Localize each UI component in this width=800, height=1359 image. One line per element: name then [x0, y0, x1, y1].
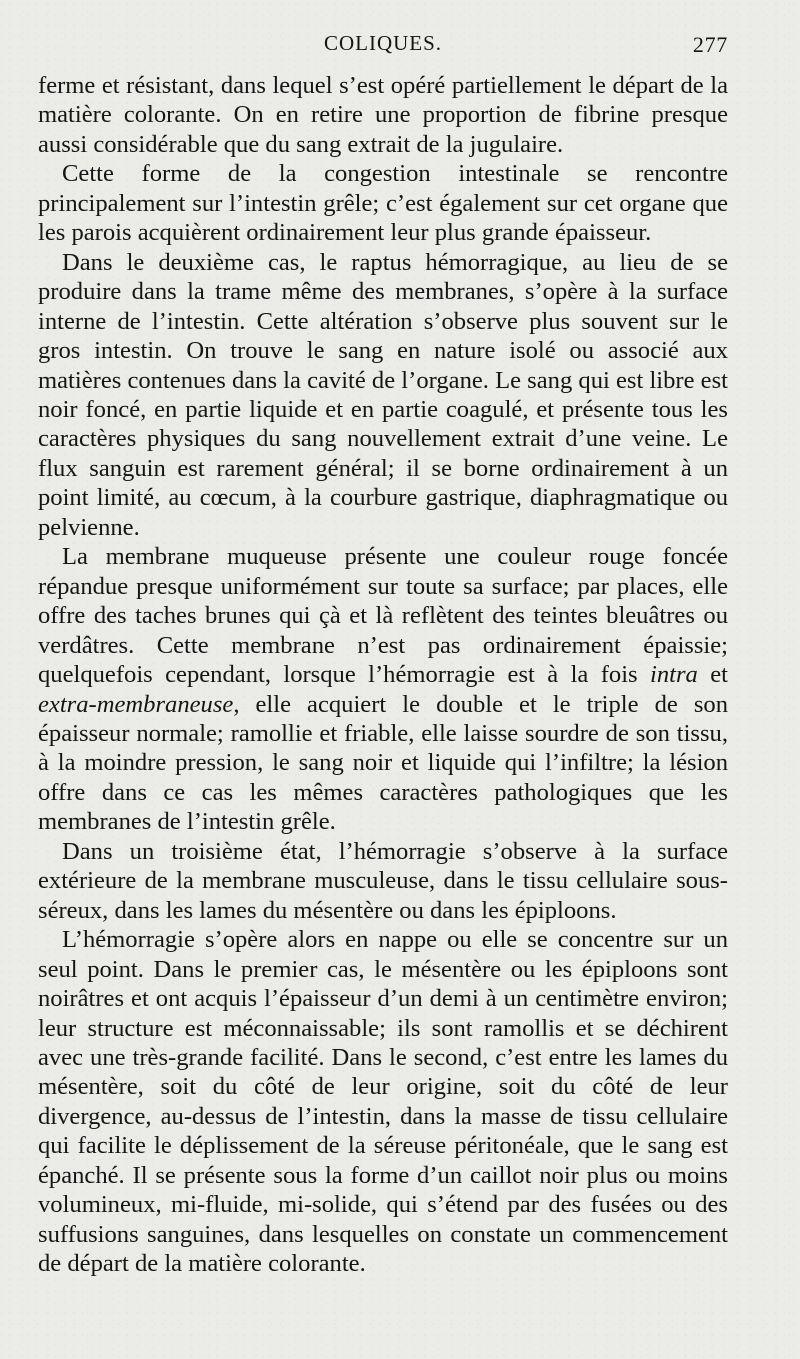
paragraph: ferme et résistant, dans lequel s’est opéré partiellement le départ de la matière colorante. On en retire une proportion de fibrine presque aussi considérable que du sang extrait de la jugulaire. [38, 72, 728, 158]
paragraph-text-middle: et [697, 661, 728, 689]
italic-word-intra: intra [650, 661, 698, 689]
running-header [38, 29, 728, 71]
running-title: COLIQUES. [323, 31, 443, 55]
paragraph: L’hémorragie s’opère alors en nappe ou elle se concentre sur un seul point. Dans le premier cas, le mésentère ou les épiploons sont noirâtres et ont acquis l’épaisseur d’un demi à un centimètre environ; leur structure est méconnaissable; ils sont ramollis et se déchirent avec une très-grande facilité. Dans le second, c’est entre les lames du mésentère, soit du côté de leur origine, soit du côté de leur divergence, au-dessus de l’intestin, dans la masse de tissu cellulaire qui facilite le déplissement de la séreuse péritonéale, que le sang est épanché. Il se présente sous la forme d’un caillot noir plus ou moins volumineux, mi-fluide, mi-solide, qui s’étend par des fusées ou des suffusions sanguines, dans lesquelles on constate un commencement de départ de la matière colorante. [38, 926, 728, 1278]
page-number: 277 [692, 32, 728, 57]
paragraph-text-before-italic: La membrane muqueuse présente une couleur rouge foncée répandue presque uniformément sur toute sa surface; par places, elle offre des taches brunes qui çà et là reflètent des teintes bleuâtres ou verdâtres. Cette membrane n’est pas ordinairement épaissie; quelquefois cependant, lorsque l’hémorragie est à la fois [38, 543, 728, 689]
body-text [38, 71, 728, 1279]
paragraph: Cette forme de la congestion intestinale se rencontre principalement sur l’intestin grêle; c’est également sur cet organe que les parois acquièrent ordinairement leur plus grande épaisseur. [38, 160, 728, 247]
paragraph: Dans le deuxième cas, le raptus hémorragique, au lieu de se produire dans la trame même des membranes, s’opère à la surface interne de l’intestin. Cette altération s’observe plus souvent sur le gros intestin. On trouve le sang en nature isolé ou associé aux matières contenues dans la cavité de l’organe. Le sang qui est libre est noir foncé, en partie liquide et en partie coagulé, et présente tous les caractères physiques du sang nouvellement extrait d’une veine. Le flux sanguin est rarement général; il se borne ordinairement à un point limité, au cœcum, à la courbure gastrique, diaphragmatique ou pelvienne. [38, 248, 728, 541]
paragraph-text-after-italic: , elle acquiert le double et le triple de son épaisseur normale; ramollie et friable, elle laisse sourdre de son tissu, à la moindre pression, le sang noir et liquide qui l’infiltre; la lésion offre dans ce cas les mêmes caractères pathologiques que les membranes de l’intestin grêle. [38, 690, 728, 836]
paragraph: Dans un troisième état, l’hémorragie s’observe à la surface extérieure de la membrane musculeuse, dans le tissu cellulaire sous-séreux, dans les lames du mésentère ou dans les épiploons. [38, 837, 728, 924]
paragraph-with-italics [38, 542, 728, 837]
italic-word-extra-membraneuse: extra-membraneuse [38, 690, 234, 718]
